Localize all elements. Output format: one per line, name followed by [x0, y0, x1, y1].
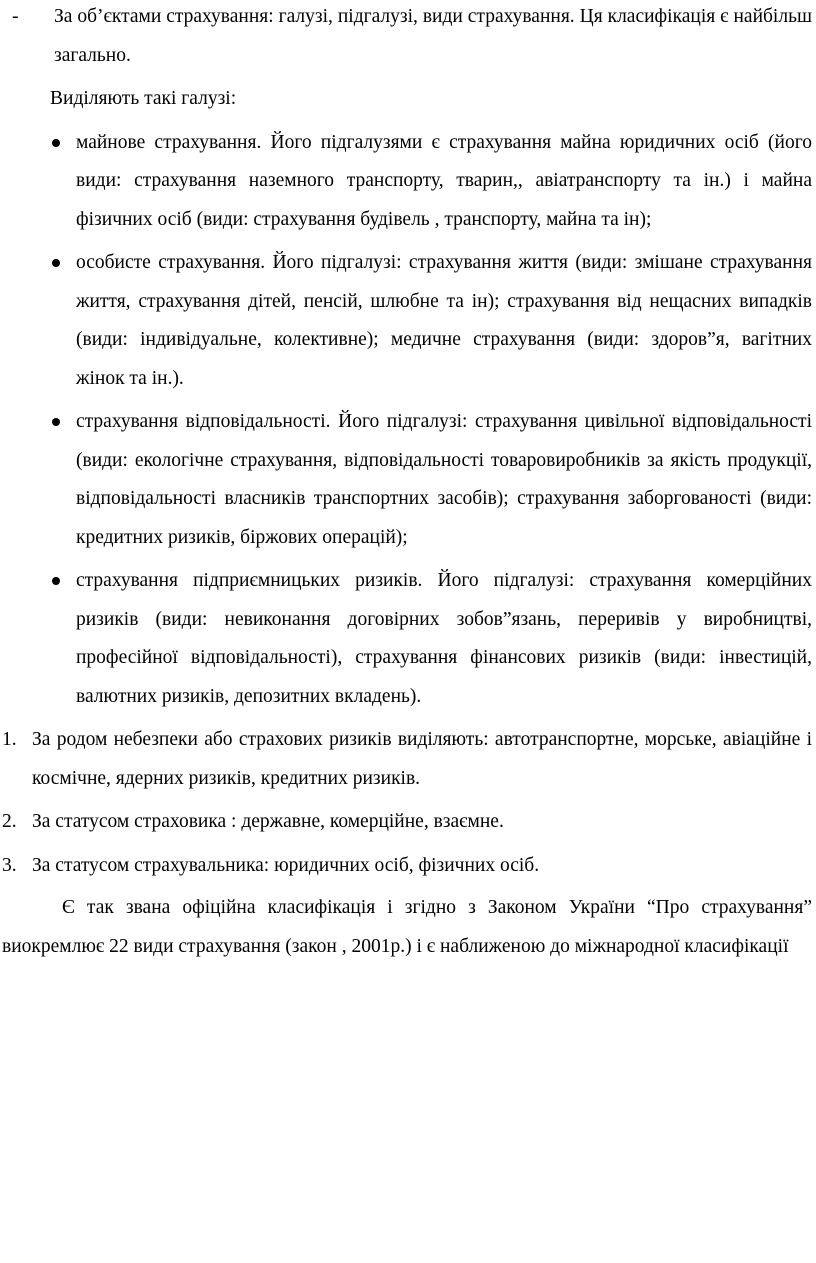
bullet-item: [0, 244, 816, 398]
bullet-dot-icon: [52, 577, 60, 585]
bullet-list: [0, 124, 816, 717]
bullet-dot-icon: [52, 259, 60, 267]
bullet-dot-icon: [52, 139, 60, 147]
intro-paragraph: Виділяють такі галузі:: [50, 88, 237, 109]
dash-item-text: За об’єктами страхування: галузі, підгалузі, види страхування. Ця класифікація є найбільш загально.: [54, 6, 812, 66]
closing-paragraph: Є так звана офіційна класифікація і згідно з Законом України “Про страхування” виокремлює 22 види страхування (закон , 2001р.) і є наближеною до міжнародної класифікації: [2, 897, 812, 957]
number-marker: 1.: [2, 729, 17, 750]
bullet-item-text: майнове страхування. Його підгалузями є страхування майна юридичних осіб (його види: страхування наземного транспорту, тварин,, авіатранспорту та ін.) і майна фізичних осіб (види: страхування будівель , транспорту, майна та ін);: [76, 131, 812, 230]
bullet-item-text: страхування підприємницьких ризиків. Його підгалузі: страхування комерційних ризиків (види: невиконання договірних зобов”язань, переривів у виробництві, професійної відповідальності), страхування фінансових ризиків (види: інвестицій, валютних ризиків, депозитних вкладень).: [76, 570, 812, 707]
number-marker: 3.: [2, 854, 17, 876]
bullet-item: [0, 124, 816, 240]
numbered-item: [0, 803, 816, 842]
number-marker: 2.: [2, 811, 17, 832]
bullet-item-text: страхування відповідальності. Його підгалузі: страхування цивільної відповідальності (види: екологічне страхування, відповідальності товаровиробників за якість продукції, відповідальності власників транспортних засобів); страхування заборгованості (види: кредитних ризиків, біржових операцій);: [76, 411, 812, 548]
bullet-item: [0, 403, 816, 557]
bullet-dot-icon: [52, 418, 60, 426]
numbered-item-text: За статусом страхувальника: юридичних осіб, фізичних осіб.: [32, 854, 540, 876]
numbered-list: [0, 721, 816, 885]
dash-marker: -: [12, 6, 19, 27]
dash-list-item: [0, 0, 816, 75]
bullet-item-text: особисте страхування. Його підгалузі: страхування життя (види: змішане страхування життя, страхування дітей, пенсій, шлюбне та ін); страхування від нещасних випадків (види: індивідуальне, колективне); медичне страхування (види: здоров”я, вагітних жінок та ін.).: [76, 252, 812, 389]
numbered-item-text: За статусом страховика : державне, комерційне, взаємне.: [32, 811, 504, 832]
numbered-item: [0, 847, 816, 886]
numbered-item: [0, 721, 816, 798]
bullet-item: [0, 562, 816, 716]
numbered-item-text: За родом небезпеки або страхових ризиків виділяють: автотранспортне, морське, авіаційне і космічне, ядерних ризиків, кредитних ризиків.: [32, 729, 812, 789]
